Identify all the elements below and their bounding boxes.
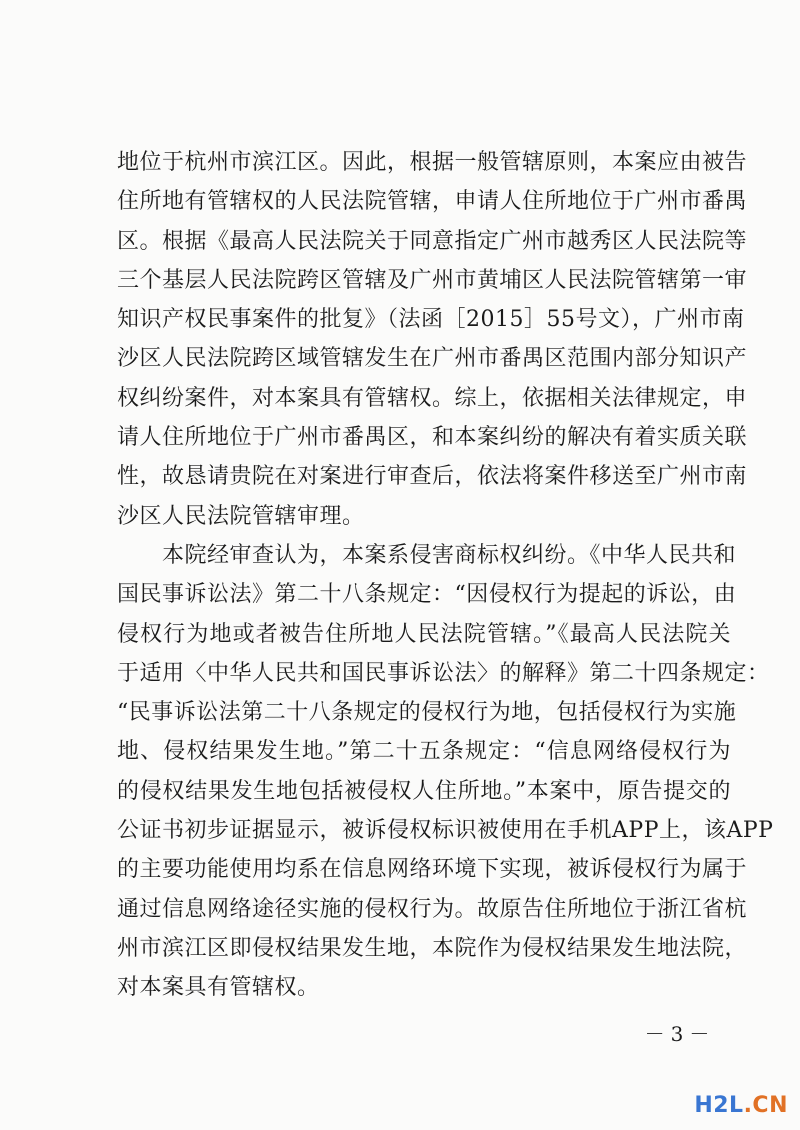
text-line: 沙区人民法院管辖审理。 (117, 503, 365, 529)
watermark-part2: .CN (743, 1093, 788, 1118)
text-line: 于适用〈中华人民共和国民事诉讼法〉的解释》第二十四条规定： (117, 660, 770, 686)
text-line: 本院经审查认为，本案系侵害商标权纠纷。《中华人民共和 (117, 542, 737, 568)
text-line: 请人住所地位于广州市番禺区，和本案纠纷的解决有着实质关联 (117, 425, 748, 451)
text-line: 对本案具有管辖权。 (117, 975, 320, 1001)
text-line: 的主要功能使用均系在信息网络环境下实现，被诉侵权行为属于 (117, 857, 748, 883)
document-body (117, 143, 774, 1008)
text-line: 沙区人民法院跨区域管辖发生在广州市番禺区范围内部分知识产 (117, 346, 748, 372)
text-line: 国民事诉讼法》第二十八条规定：“因侵权行为提起的诉讼，由 (117, 582, 737, 608)
text-line: 地、侵权结果发生地。”第二十五条规定：“信息网络侵权行为 (117, 739, 731, 765)
text-line: 区。根据《最高人民法院关于同意指定广州市越秀区人民法院等 (117, 228, 748, 254)
text-line: 地位于杭州市滨江区。因此，根据一般管辖原则，本案应由被告 (117, 150, 748, 175)
text-line: 州市滨江区即侵权结果发生地，本院作为侵权结果发生地法院， (117, 935, 748, 961)
text-line: 权纠纷案件，对本案具有管辖权。综上，依据相关法律规定，申 (117, 385, 748, 411)
text-line: 知识产权民事案件的批复》（法函［2015］55号文），广州市南 (117, 307, 745, 333)
text-line: 侵权行为地或者被告住所地人民法院管辖。”《最高人民法院关 (117, 621, 731, 647)
site-watermark (694, 1093, 788, 1118)
text-line: 的侵权结果发生地包括被侵权人住所地。”本案中，原告提交的 (117, 778, 731, 804)
text-line: 三个基层人民法院跨区管辖及广州市黄埔区人民法院管辖第一审 (117, 267, 748, 293)
text-line: “民事诉讼法第二十八条规定的侵权行为地，包括侵权行为实施 (117, 700, 737, 726)
text-line: 通过信息网络途径实施的侵权行为。故原告住所地位于浙江省杭 (117, 896, 748, 922)
text-line: 住所地有管辖权的人民法院管辖，申请人住所地位于广州市番禺 (117, 189, 748, 215)
page-number: －3－ (644, 1022, 716, 1046)
text-line: 性，故恳请贵院在对案进行审查后，依法将案件移送至广州市南 (117, 464, 748, 490)
text-line: 公证书初步证据显示，被诉侵权标识被使用在手机APP上，该APP (117, 818, 774, 844)
watermark-part1: H2L (694, 1093, 744, 1118)
